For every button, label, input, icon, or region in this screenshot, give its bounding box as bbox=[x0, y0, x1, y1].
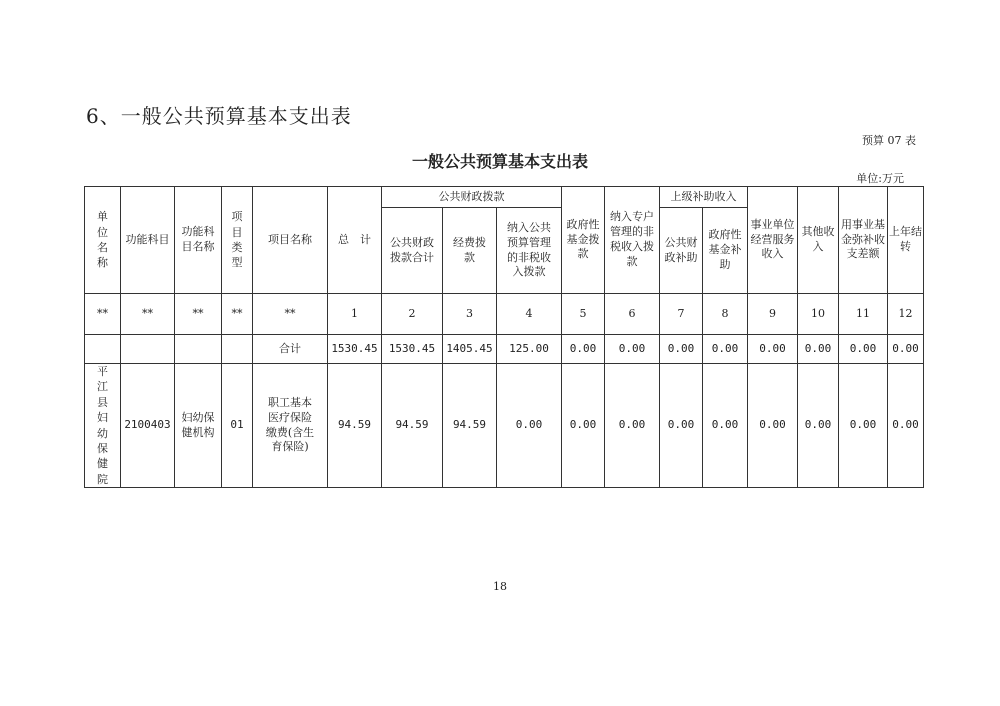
row-value: 0.00 bbox=[839, 364, 888, 488]
total-value: 1530.45 bbox=[382, 335, 443, 364]
empty-cell bbox=[222, 335, 253, 364]
header-fiscal-total: 公共财政拨款合计 bbox=[382, 208, 443, 294]
index-cell: ** bbox=[175, 294, 222, 335]
total-value: 0.00 bbox=[888, 335, 924, 364]
index-cell: 9 bbox=[748, 294, 798, 335]
header-total: 总 计 bbox=[328, 187, 382, 294]
total-value: 1405.45 bbox=[443, 335, 497, 364]
index-cell: 10 bbox=[798, 294, 839, 335]
header-business: 事业单位经营服务收入 bbox=[748, 187, 798, 294]
page-number: 18 bbox=[493, 580, 507, 593]
header-nontax-public: 纳入公共预算管理的非税收入拨款 bbox=[497, 208, 562, 294]
index-cell: ** bbox=[253, 294, 328, 335]
row-item-type: 01 bbox=[222, 364, 253, 488]
row-value: 94.59 bbox=[443, 364, 497, 488]
total-value: 0.00 bbox=[748, 335, 798, 364]
empty-cell bbox=[85, 335, 121, 364]
total-value: 0.00 bbox=[660, 335, 703, 364]
total-row bbox=[85, 335, 924, 364]
row-value: 0.00 bbox=[703, 364, 748, 488]
total-label: 合计 bbox=[253, 335, 328, 364]
header-nontax-special: 纳入专户管理的非税收入拨款 bbox=[605, 187, 660, 294]
index-cell: 3 bbox=[443, 294, 497, 335]
header-expense: 经费拨款 bbox=[443, 208, 497, 294]
index-cell: 1 bbox=[328, 294, 382, 335]
index-cell: ** bbox=[85, 294, 121, 335]
index-cell: 5 bbox=[562, 294, 605, 335]
header-gov-fund-subsidy: 政府性基金补助 bbox=[703, 208, 748, 294]
header-carryover: 上年结转 bbox=[888, 187, 924, 294]
header-fund-gap: 用事业基金弥补收支差额 bbox=[839, 187, 888, 294]
header-other: 其他收入 bbox=[798, 187, 839, 294]
index-cell: 4 bbox=[497, 294, 562, 335]
row-func-name: 妇幼保健机构 bbox=[175, 364, 222, 488]
header-gov-fund: 政府性基金拨款 bbox=[562, 187, 605, 294]
budget-expenditure-table bbox=[84, 186, 924, 488]
row-value: 0.00 bbox=[497, 364, 562, 488]
index-cell: 12 bbox=[888, 294, 924, 335]
empty-cell bbox=[175, 335, 222, 364]
index-cell: 2 bbox=[382, 294, 443, 335]
header-item-name: 项目名称 bbox=[253, 187, 328, 294]
total-value: 0.00 bbox=[798, 335, 839, 364]
table-row bbox=[85, 364, 924, 488]
row-func-code: 2100403 bbox=[121, 364, 175, 488]
index-cell: ** bbox=[222, 294, 253, 335]
row-unit-name: 平江县妇幼保健院 bbox=[85, 364, 121, 488]
header-func-code: 功能科目 bbox=[121, 187, 175, 294]
row-value: 0.00 bbox=[748, 364, 798, 488]
total-value: 125.00 bbox=[497, 335, 562, 364]
total-value: 0.00 bbox=[605, 335, 660, 364]
table-title: 一般公共预算基本支出表 bbox=[411, 152, 588, 171]
row-value: 94.59 bbox=[382, 364, 443, 488]
header-func-name: 功能科目名称 bbox=[175, 187, 222, 294]
header-subsidy-group: 上级补助收入 bbox=[660, 187, 748, 208]
row-value: 0.00 bbox=[562, 364, 605, 488]
total-value: 0.00 bbox=[562, 335, 605, 364]
index-cell: 11 bbox=[839, 294, 888, 335]
total-value: 0.00 bbox=[703, 335, 748, 364]
header-fiscal-group: 公共财政拨款 bbox=[382, 187, 562, 208]
index-cell: 6 bbox=[605, 294, 660, 335]
row-value: 0.00 bbox=[605, 364, 660, 488]
total-value: 0.00 bbox=[839, 335, 888, 364]
header-unit-name: 单位名称 bbox=[85, 187, 121, 294]
row-item-name: 职工基本医疗保险缴费(含生育保险) bbox=[253, 364, 328, 488]
index-row bbox=[85, 294, 924, 335]
total-value: 1530.45 bbox=[328, 335, 382, 364]
row-value: 0.00 bbox=[798, 364, 839, 488]
index-cell: ** bbox=[121, 294, 175, 335]
row-value: 0.00 bbox=[660, 364, 703, 488]
unit-label: 单位:万元 bbox=[856, 172, 904, 185]
index-cell: 8 bbox=[703, 294, 748, 335]
section-title: 6、一般公共预算基本支出表 bbox=[86, 104, 352, 128]
row-value: 94.59 bbox=[328, 364, 382, 488]
form-code: 预算 07 表 bbox=[862, 134, 916, 147]
header-item-type: 项目类型 bbox=[222, 187, 253, 294]
row-value: 0.00 bbox=[888, 364, 924, 488]
empty-cell bbox=[121, 335, 175, 364]
index-cell: 7 bbox=[660, 294, 703, 335]
header-public-subsidy: 公共财政补助 bbox=[660, 208, 703, 294]
